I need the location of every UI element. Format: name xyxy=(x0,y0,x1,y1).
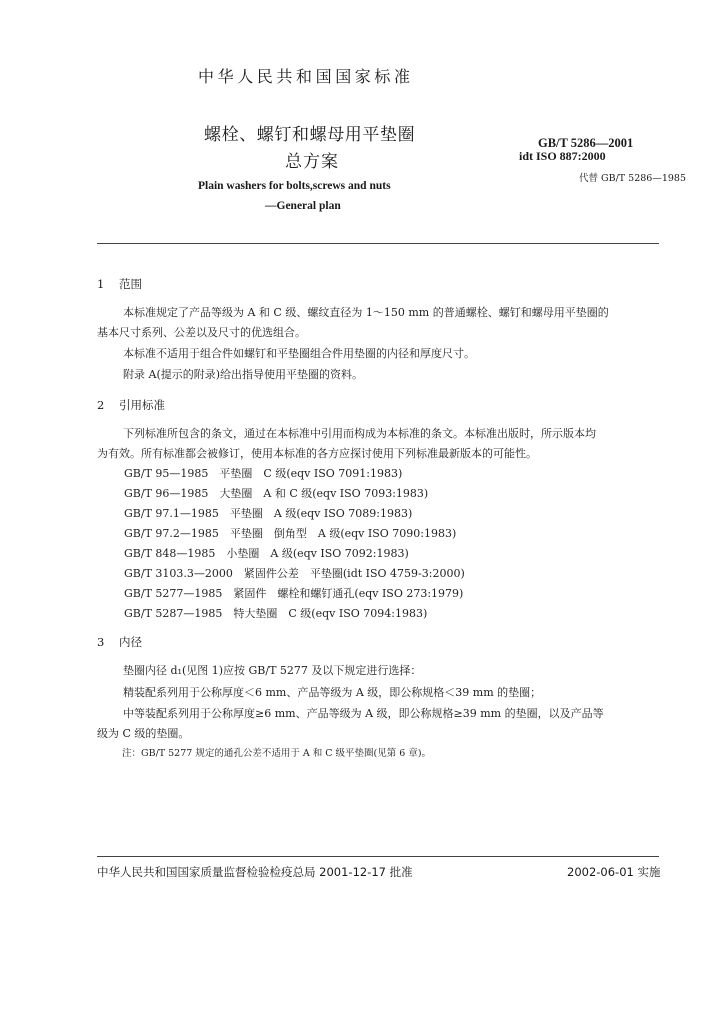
reference-item: GB/T 96—1985 大垫圈 A 和 C 级(eqv ISO 7093:1983) xyxy=(124,487,429,500)
s3-note: 注：GB/T 5277 规定的通孔公差不适用于 A 和 C 级平垫圈(见第 6 章)。 xyxy=(122,748,432,759)
standard-replaces: 代替 GB/T 5286—1985 xyxy=(579,173,687,184)
approval-line: 中华人民共和国国家质量监督检验检疫总局 2001-12-17 批准 xyxy=(97,865,413,879)
s1-paragraph-1-line1: 本标准规定了产品等级为 A 和 C 级、螺纹直径为 1～150 mm 的普通螺栓、螺钉和螺母用平垫圈的 xyxy=(123,306,609,319)
section-3-heading xyxy=(97,634,142,650)
s3-paragraph-2: 精装配系列用于公称厚度＜6 mm、产品等级为 A 级，即公称规格＜39 mm 的垫圈； xyxy=(123,686,542,699)
s1-paragraph-2: 本标准不适用于组合件如螺钉和平垫圈组合件用垫圈的内径和厚度尺寸。 xyxy=(123,347,475,360)
section-1-title: 范围 xyxy=(119,277,142,291)
s1-paragraph-1-line2: 基本尺寸系列、公差以及尺寸的优选组合。 xyxy=(97,326,306,339)
implementation-date: 2002-06-01 实施 xyxy=(567,865,661,879)
reference-item: GB/T 95—1985 平垫圈 C 级(eqv ISO 7091:1983) xyxy=(124,467,403,480)
section-1-number: 1 xyxy=(97,277,105,291)
reference-item: GB/T 97.2—1985 平垫圈 倒角型 A 级(eqv ISO 7090:1983) xyxy=(124,527,457,540)
section-2-number: 2 xyxy=(97,398,105,412)
national-standard-heading: 中华人民共和国国家标准 xyxy=(198,67,414,86)
section-2-title: 引用标准 xyxy=(119,398,165,412)
title-en-line2: —General plan xyxy=(265,200,341,212)
bottom-divider xyxy=(97,856,659,857)
s3-paragraph-3-line1: 中等装配系列用于公称厚度≥6 mm、产品等级为 A 级，即公称规格≥39 mm 的垫圈，以及产品等 xyxy=(123,707,604,720)
s3-paragraph-3-line2: 级为 C 级的垫圈。 xyxy=(97,727,190,740)
standard-idt: idt ISO 887:2000 xyxy=(519,149,606,163)
section-3-number: 3 xyxy=(97,635,105,649)
title-en-line1: Plain washers for bolts,screws and nuts xyxy=(198,180,391,192)
top-divider xyxy=(97,243,659,244)
s2-paragraph-1-line1: 下列标准所包含的条文，通过在本标准中引用而构成为本标准的条文。本标准出版时，所示版本均 xyxy=(123,427,596,440)
reference-item: GB/T 5287—1985 特大垫圈 C 级(eqv ISO 7094:1983) xyxy=(124,607,428,620)
section-3-title: 内径 xyxy=(119,635,142,649)
s2-paragraph-1-line2: 为有效。所有标准都会被修订，使用本标准的各方应探讨使用下列标准最新版本的可能性。 xyxy=(97,447,537,460)
reference-item: GB/T 5277—1985 紧固件 螺栓和螺钉通孔(eqv ISO 273:1979) xyxy=(124,587,464,600)
section-1-heading xyxy=(97,276,142,292)
reference-item: GB/T 97.1—1985 平垫圈 A 级(eqv ISO 7089:1983) xyxy=(124,507,413,520)
s3-paragraph-1: 垫圈内径 d₁(见图 1)应按 GB/T 5277 及以下规定进行选择： xyxy=(123,664,422,677)
title-cn-line1: 螺栓、螺钉和螺母用平垫圈 xyxy=(204,125,416,145)
reference-item: GB/T 3103.3—2000 紧固件公差 平垫圈(idt ISO 4759-3:2000) xyxy=(124,567,465,580)
section-2-heading xyxy=(97,397,165,413)
reference-item: GB/T 848—1985 小垫圈 A 级(eqv ISO 7092:1983) xyxy=(124,547,409,560)
title-cn-line2: 总方案 xyxy=(285,152,339,172)
s1-paragraph-3: 附录 A(提示的附录)给出指导使用平垫圈的资料。 xyxy=(123,368,364,381)
standard-code: GB/T 5286—2001 xyxy=(538,136,634,150)
